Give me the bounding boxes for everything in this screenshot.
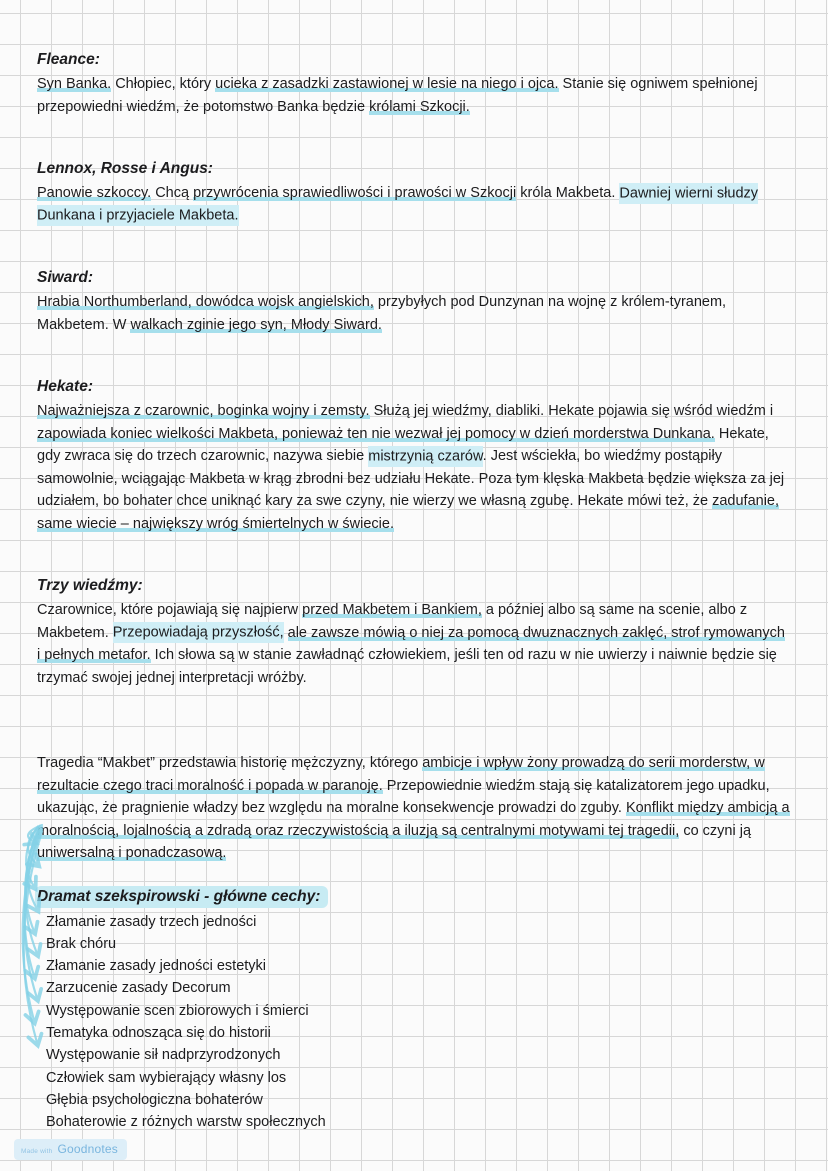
section-heading: Fleance:	[37, 51, 100, 68]
list-item: Tematyka odnosząca się do historii	[46, 1024, 271, 1041]
text-segment: przed Makbetem i Bankiem,	[302, 602, 482, 618]
highlighted-heading-text: Dramat szekspirowski - główne cechy:	[35, 886, 328, 908]
section-fleance	[37, 48, 790, 118]
section-trzy-wiedzmy	[37, 574, 790, 689]
text-segment: co czyni ją	[679, 822, 752, 839]
features-block	[37, 885, 790, 1134]
section-heading: Hekate:	[37, 378, 93, 395]
text-segment: Chłopiec, który	[111, 76, 216, 92]
text-segment: Ich słowa są w stanie zawładnąć człowiekiem, jeśli ten od razu w nie uwierzy i naiwnie będzie się trzymać swojej jednej interpretacji wróżby.	[37, 647, 777, 686]
text-segment: . Jest wściekła, bo wiedźmy postąpiły samowolnie, wciągając Makbeta w krąg zbrodni bez udziału Hekate. Poza tym klęska Makbeta będzie większa za jej udziałem, bo bohater chce uniknąć kary za swe czyny, nie wierzy we własną zgubę. Hekate mówi też, że	[37, 448, 785, 509]
section-heading: Lennox, Rosse i Angus:	[37, 160, 213, 177]
text-segment: króla Makbeta.	[516, 185, 620, 201]
section-paragraph	[37, 182, 790, 227]
section-paragraph	[37, 291, 790, 336]
text-segment: walkach zginie jego syn, Młody Siward.	[130, 316, 382, 333]
list-item: Złamanie zasady jedności estetyki	[46, 958, 267, 975]
list-item: Występowanie sił nadprzyrodzonych	[46, 1047, 281, 1064]
text-segment: przybyłych pod Dunzynan na wojnę z królem-tyranem, Makbetem. W	[37, 294, 727, 333]
section-heading: Trzy wiedźmy:	[37, 577, 143, 594]
section-lennox-rosse-angus	[37, 157, 790, 227]
text-segment: ambicje i wpływ żony prowadzą do serii morderstw, w rezultacie czego traci moralność i popada w paranoję.	[37, 755, 765, 794]
text-segment: Syn Banka.	[37, 76, 112, 92]
text-segment: przywrócenia sprawiedliwości i prawości w Szkocji	[193, 185, 517, 201]
list-item: Zarzucenie zasady Decorum	[46, 980, 231, 997]
text-segment: Chcą	[151, 185, 194, 201]
text-segment: Czarownice, które pojawiają się najpierw	[37, 602, 303, 618]
note-page-content	[37, 48, 790, 1133]
goodnotes-logo: Goodnotes	[57, 1142, 118, 1156]
text-segment: a później albo są same na scenie, albo z Makbetem.	[37, 602, 748, 641]
text-segment: Stanie się ogniwem spełnionej przepowiedni wiedźm, że potomstwo Banka będzie	[37, 76, 758, 115]
summary-paragraph	[37, 752, 790, 865]
text-segment: Hekate, gdy zwraca się do trzech czarownic, nazywa siebie	[37, 425, 769, 464]
text-segment: zapowiada koniec wielkości Makbeta, ponieważ ten nie wezwał jej pomocy w dzień morderstwa Dunkana.	[37, 425, 715, 442]
section-siward	[37, 266, 790, 336]
features-heading	[37, 885, 790, 908]
text-segment: Przepowiadają przyszłość,	[113, 622, 284, 643]
text-segment: królami Szkocji.	[369, 98, 470, 115]
section-hekate	[37, 375, 790, 535]
goodnotes-badge[interactable]	[14, 1139, 127, 1160]
text-segment: Przepowiednie wiedźm stają się katalizatorem jego upadku, ukazując, że pragnienie władzy bez względu na moralne konsekwencje prowadzi do zguby.	[37, 777, 770, 816]
text-segment: ucieka z zasadzki zastawionej w lesie na niego i ojca.	[215, 76, 559, 92]
list-item: Złamanie zasady trzech jedności	[46, 913, 257, 930]
text-segment: Konflikt między ambicją a moralnością, lojalnością a zdradą oraz rzeczywistością a iluzją są centralnymi motywami tej tragedii,	[37, 800, 790, 839]
text-segment: Hrabia Northumberland, dowódca wojsk angielskich,	[37, 294, 374, 310]
text-segment: Najważniejsza z czarownic, boginka wojny i zemsty.	[37, 403, 370, 419]
text-segment: uniwersalną i ponadczasową.	[37, 845, 227, 861]
list-item: Występowanie scen zbiorowych i śmierci	[46, 1002, 309, 1019]
text-segment: ale zawsze mówią o niej za pomocą dwuznacznych zaklęć, strof rymowanych i pełnych metafor.	[37, 624, 785, 663]
section-paragraph	[37, 73, 790, 118]
section-heading: Siward:	[37, 269, 93, 286]
section-paragraph	[37, 400, 790, 535]
made-with-label: Made with	[21, 1148, 53, 1155]
list-item: Bohaterowie z różnych warstw społecznych	[46, 1114, 326, 1131]
section-paragraph	[37, 599, 790, 689]
text-segment: Dawniej wierni słudzy Dunkana i przyjaciele Makbeta.	[37, 183, 758, 227]
text-segment: mistrzynią czarów	[368, 446, 482, 467]
list-item: Brak chóru	[46, 935, 117, 952]
text-segment: zadufanie, same wiecie – największy wróg śmiertelnych w świecie.	[37, 493, 780, 532]
list-item: Głębia psychologiczna bohaterów	[46, 1091, 263, 1108]
text-segment: Służą jej wiedźmy, diabliki. Hekate pojawia się wśród wiedźm i	[369, 403, 774, 419]
list-item: Człowiek sam wybierający własny los	[46, 1069, 287, 1086]
text-segment: Panowie szkoccy.	[37, 185, 152, 201]
text-segment: Tragedia “Makbet” przedstawia historię mężczyzny, którego	[37, 755, 423, 771]
